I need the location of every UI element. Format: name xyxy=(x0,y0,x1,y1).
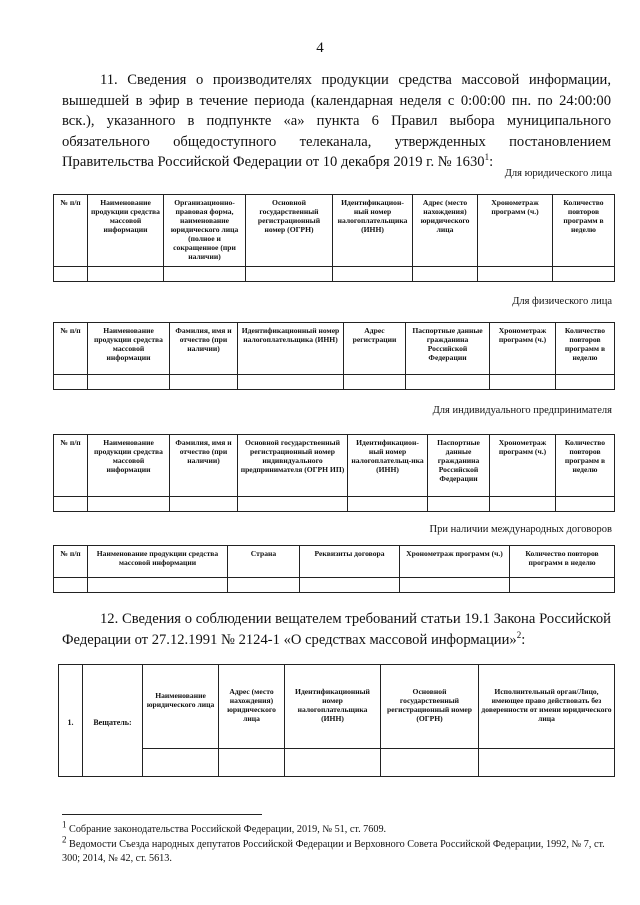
table-row xyxy=(59,749,615,777)
table-header-row xyxy=(59,665,615,749)
table-row xyxy=(54,267,615,282)
col-header: Идентификационный номер налогоплательщика (ИНН) xyxy=(238,323,344,375)
col-header: Хронометраж программ (ч.) xyxy=(490,435,556,497)
footnote-divider xyxy=(62,814,262,815)
col-header: Адрес (место нахождения) юридического лица xyxy=(219,665,285,749)
col-header: Адрес (место нахождения) юридического лица xyxy=(413,195,478,267)
col-header: Количество повторов программ в неделю xyxy=(553,195,615,267)
col-header: Количество повторов программ в неделю xyxy=(556,323,615,375)
col-header: Фамилия, имя и отчество (при наличии) xyxy=(170,323,238,375)
col-header: Наименование юридического лица xyxy=(143,665,219,749)
col-header: Наименование продукции средства массовой информации xyxy=(88,195,164,267)
col-header: Хронометраж программ (ч.) xyxy=(478,195,553,267)
col-header: Хронометраж программ (ч.) xyxy=(400,546,510,578)
col-header: Адрес регистрации xyxy=(344,323,406,375)
col-header: Страна xyxy=(228,546,300,578)
footnotes xyxy=(62,819,611,867)
footnote-2: $^2$ Ведомости Съезда народных депутатов Российской Федерации и Верховного Совета Российской Федерации, 1992, № 7, ст. 300; 2014, № 42, ст. 5613. xyxy=(62,834,605,864)
col-header: Наименование продукции средства массовой информации xyxy=(88,546,228,578)
row-number: 1. xyxy=(59,665,83,777)
table-broadcaster xyxy=(58,664,615,777)
col-header: Основной государственный регистрационный номер индивидуального предпринимателя (ОГРН ИП) xyxy=(238,435,348,497)
caption-legal: Для юридического лица xyxy=(504,168,612,179)
col-header: № п/п xyxy=(54,323,88,375)
table-entrepreneur xyxy=(53,434,615,512)
col-header: Фамилия, имя и отчество (при наличии) xyxy=(170,435,238,497)
col-header: Основной государственный регистрационный номер (ОГРН) xyxy=(381,665,479,749)
col-header: № п/п xyxy=(54,546,88,578)
col-header: Идентификационный номер налогоплательщика (ИНН) xyxy=(285,665,381,749)
col-header: Паспортные данные гражданина Российской Федерации xyxy=(406,323,490,375)
table-header-row xyxy=(54,323,615,375)
col-header: Реквизиты договора xyxy=(300,546,400,578)
table-legal-entity xyxy=(53,194,615,282)
table-row xyxy=(54,497,615,512)
section-12-paragraph: 12. Сведения о соблюдении вещателем требований статьи 19.1 Закона Российской Федерации от 27.12.1991 № 2124-1 «О средствах массовой информации»$^2$: xyxy=(62,611,611,648)
col-header: Исполнительный орган/Лицо, имеющее право действовать без доверенности от имени юридического лица xyxy=(479,665,615,749)
caption-person: Для физического лица xyxy=(512,296,612,307)
row-label-broadcaster: Вещатель: xyxy=(83,665,143,777)
caption-entrepreneur: Для индивидуального предпринимателя xyxy=(432,405,612,416)
page-number: 4 xyxy=(316,40,324,56)
footnote-1: $^1$ Собрание законодательства Российской Федерации, 2019, № 51, ст. 7609. xyxy=(62,819,387,835)
col-header: Идентификацион-ный номер налогоплательщика (ИНН) xyxy=(333,195,413,267)
col-header: Организационно-правовая форма, наименование юридического лица (полное и сокращенное (при наличии) xyxy=(164,195,246,267)
table-header-row xyxy=(54,195,615,267)
col-header: Количество повторов программ в неделю xyxy=(510,546,615,578)
col-header: № п/п xyxy=(54,195,88,267)
footnote-ref-2: 2 xyxy=(516,629,522,640)
footnote-ref-1: 1 xyxy=(484,152,490,163)
table-row xyxy=(54,375,615,390)
col-header: Наименование продукции средства массовой информации xyxy=(88,323,170,375)
section-11-text: 11. Сведения о производителях продукции средства массовой информации, вышедшей в эфир в течение периода (календарная неделя с 0:00:00 пн. по 24:00:00 вск.), указанного в подпункте «а» пункта 6 Правил выбора муниципального обязательного общедоступного телеканала, утвержденных постановлением Правительства Российской Федерации от 10 декабря 2019 г. № 1630 xyxy=(62,72,611,170)
section-11-paragraph: 11. Сведения о производителях продукции средства массовой информации, вышедшей в эфир в течение периода (календарная неделя с 0:00:00 пн. по 24:00:00 вск.), указанного в подпункте «а» пункта 6 Правил выбора муниципального обязательного общедоступного телеканала, утвержденных постановлением Правительства Российской Федерации от 10 декабря 2019 г. № 1630$^1$: xyxy=(62,72,611,170)
col-header: Наименование продукции средства массовой информации xyxy=(88,435,170,497)
col-header: Паспортные данные гражданина Российской Федерации xyxy=(428,435,490,497)
table-header-row xyxy=(54,546,615,578)
table-row xyxy=(54,578,615,593)
table-international xyxy=(53,545,615,593)
caption-international: При наличии международных договоров xyxy=(429,524,612,535)
col-header: № п/п xyxy=(54,435,88,497)
table-individual xyxy=(53,322,615,390)
col-header: Количество повторов программ в неделю xyxy=(556,435,615,497)
section-12-text: 12. Сведения о соблюдении вещателем требований статьи 19.1 Закона Российской Федерации от 27.12.1991 № 2124-1 «О средствах массовой информации» xyxy=(62,611,611,648)
col-header: Хронометраж программ (ч.) xyxy=(490,323,556,375)
col-header: Идентификацион-ный номер налогоплательщ-ика (ИНН) xyxy=(348,435,428,497)
table-header-row xyxy=(54,435,615,497)
col-header: Основной государственный регистрационный номер (ОГРН) xyxy=(246,195,333,267)
